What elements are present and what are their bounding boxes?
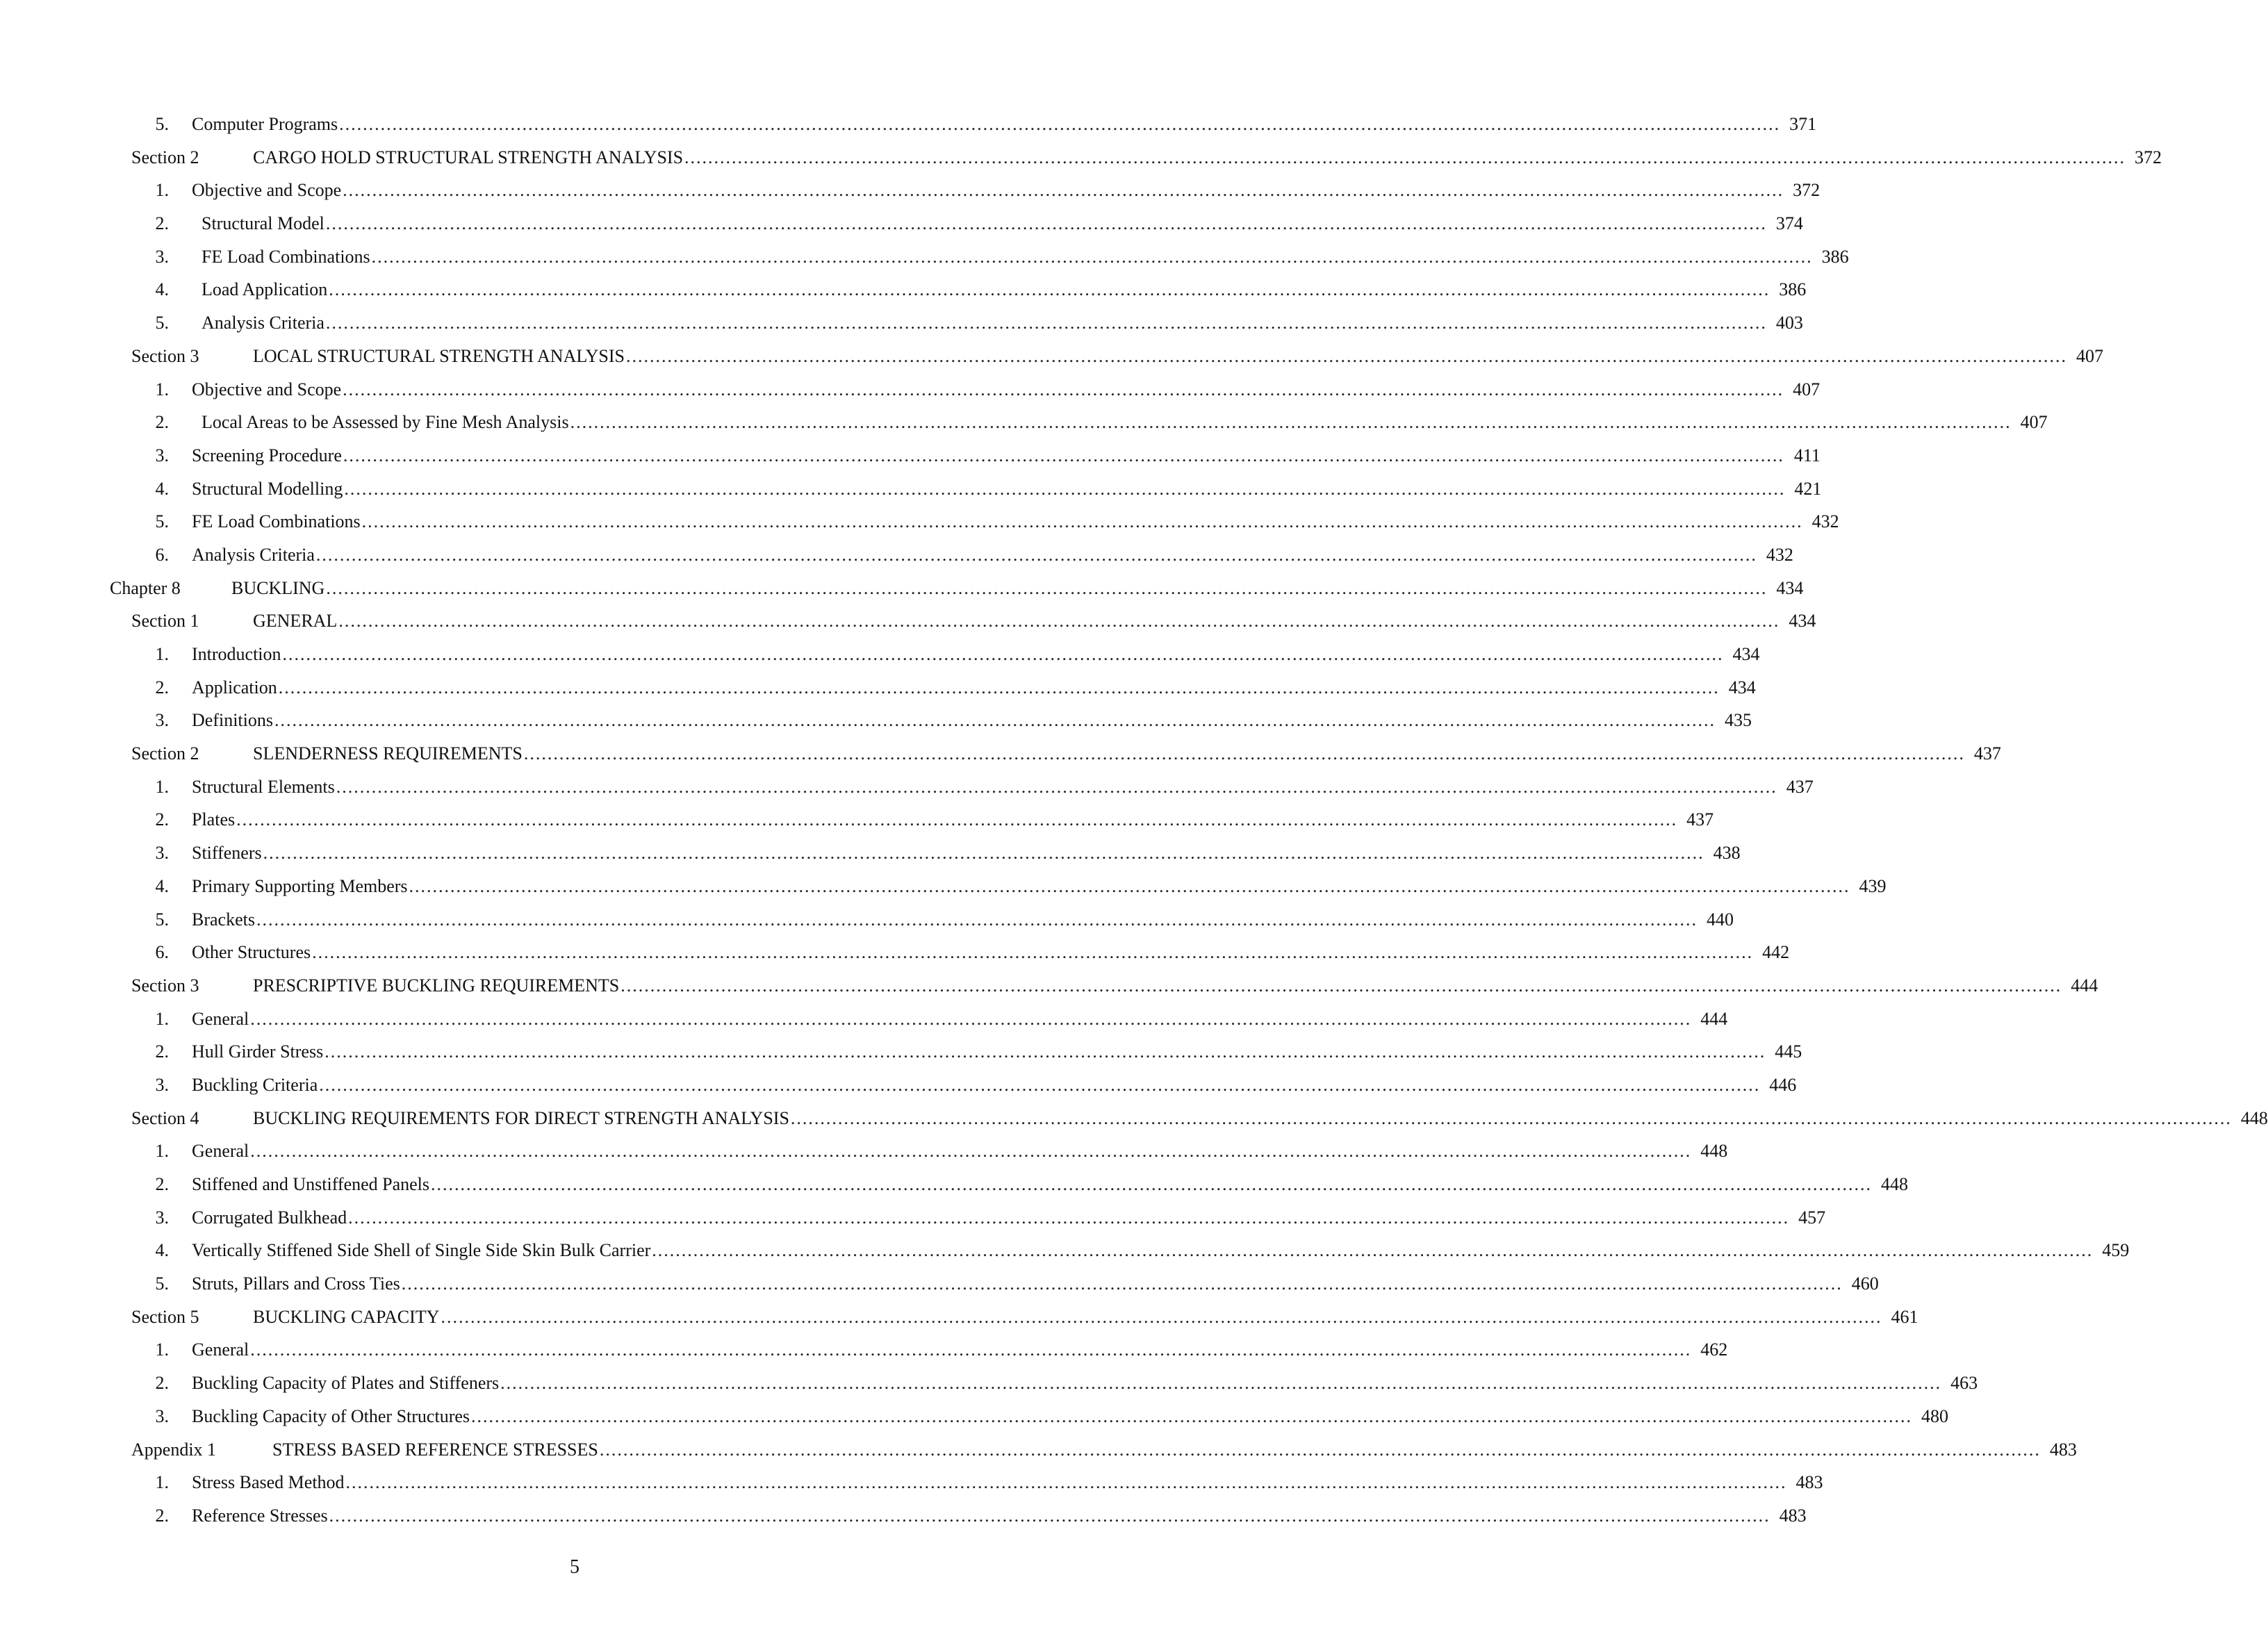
toc-entry-item[interactable] <box>0 1201 1826 1235</box>
toc-entry-title: BUCKLING CAPACITY <box>253 1301 439 1334</box>
dot-leader: .................................................................................................................................................................................................................................................... <box>684 147 2126 167</box>
toc-entry-number: 5. <box>155 909 169 930</box>
toc-entry-page: 463 <box>1950 1373 1978 1394</box>
dot-leader: .................................................................................................................................................................................................................................................... <box>278 677 1720 698</box>
toc-entry-item[interactable] <box>0 1400 1949 1433</box>
toc-entry-number: 4. <box>155 478 169 499</box>
dot-leader: .................................................................................................................................................................................................................................................... <box>361 511 1803 532</box>
toc-entry-appendix[interactable] <box>0 1433 2077 1467</box>
toc-entry-page: 448 <box>2240 1107 2268 1128</box>
toc-entry-section[interactable] <box>0 969 2098 1003</box>
toc-entry-item[interactable] <box>0 870 1887 903</box>
dot-leader: .................................................................................................................................................................................................................................................... <box>790 1107 2232 1128</box>
toc-entry-number: 6. <box>155 942 169 963</box>
dot-leader: .................................................................................................................................................................................................................................................... <box>626 345 2067 366</box>
toc-entry-page: 371 <box>1789 114 1817 134</box>
toc-entry-title: Structural Elements <box>192 770 335 804</box>
toc-entry-title: Analysis Criteria <box>202 306 324 340</box>
toc-entry-item[interactable] <box>0 240 1849 274</box>
toc-entry-item[interactable] <box>0 1499 1807 1533</box>
toc-entry-title: CARGO HOLD STRUCTURAL STRENGTH ANALYSIS <box>253 141 683 174</box>
dot-leader: .................................................................................................................................................................................................................................................... <box>325 313 1767 333</box>
toc-entry-item[interactable] <box>0 538 1793 572</box>
toc-entry-title: GENERAL <box>253 604 337 638</box>
toc-entry-page: 459 <box>2102 1240 2130 1261</box>
toc-entry-title: Load Application <box>202 273 327 306</box>
dot-leader: .................................................................................................................................................................................................................................................... <box>319 1074 1761 1095</box>
toc-entry-page: 372 <box>1793 180 1821 201</box>
toc-entry-title: SLENDERNESS REQUIREMENTS <box>253 737 523 770</box>
dot-leader: .................................................................................................................................................................................................................................................... <box>282 644 1724 664</box>
toc-entry-number: 6. <box>155 544 169 565</box>
toc-entry-title: LOCAL STRUCTURAL STRENGTH ANALYSIS <box>253 340 625 373</box>
toc-entry-page: 457 <box>1798 1207 1826 1228</box>
toc-entry-number: Section 5 <box>131 1306 199 1327</box>
toc-entry-page: 444 <box>1700 1008 1728 1029</box>
toc-entry-item[interactable] <box>0 1135 1728 1168</box>
toc-entry-page: 483 <box>1779 1505 1807 1526</box>
dot-leader: .................................................................................................................................................................................................................................................... <box>312 942 1754 963</box>
toc-entry-page: 437 <box>1686 809 1714 830</box>
toc-entry-page: 407 <box>2076 345 2103 366</box>
toc-entry-number: 4. <box>155 279 169 300</box>
toc-entry-number: 3. <box>155 246 169 267</box>
toc-entry-number: Section 2 <box>131 743 199 764</box>
toc-entry-page: 439 <box>1859 875 1887 896</box>
dot-leader: .................................................................................................................................................................................................................................................... <box>250 1008 1692 1029</box>
dot-leader: .................................................................................................................................................................................................................................................... <box>371 246 1813 267</box>
toc-entry-number: 2. <box>155 1041 169 1062</box>
toc-entry-title: Stiffeners <box>192 836 262 870</box>
toc-entry-number: 5. <box>155 313 169 333</box>
toc-entry-number: 2. <box>155 809 169 830</box>
toc-entry-item[interactable] <box>0 472 1822 506</box>
toc-entry-number: Section 4 <box>131 1107 199 1128</box>
toc-entry-page: 434 <box>1728 677 1756 698</box>
toc-entry-title: FE Load Combinations <box>192 505 361 538</box>
toc-entry-number: 1. <box>155 379 169 399</box>
toc-entry-page: 432 <box>1766 544 1793 565</box>
toc-entry-number: 5. <box>155 1273 169 1294</box>
dot-leader: .................................................................................................................................................................................................................................................... <box>324 1041 1766 1062</box>
toc-entry-number: 2. <box>155 1174 169 1194</box>
toc-entry-number: 2. <box>155 677 169 698</box>
toc-entry-page: 480 <box>1921 1405 1949 1426</box>
toc-entry-title: General <box>192 1333 249 1367</box>
toc-entry-item[interactable] <box>0 1069 1797 1102</box>
toc-entry-page: 445 <box>1775 1041 1802 1062</box>
toc-entry-title: Introduction <box>192 638 281 671</box>
toc-entry-title: Struts, Pillars and Cross Ties <box>192 1267 400 1301</box>
toc-entry-number: 1. <box>155 1008 169 1029</box>
toc-entry-section[interactable] <box>0 141 2162 174</box>
toc-entry-title: Local Areas to be Assessed by Fine Mesh Analysis <box>202 406 569 439</box>
toc-entry-title: Stiffened and Unstiffened Panels <box>192 1168 429 1201</box>
toc-entry-page: 438 <box>1713 843 1741 864</box>
toc-entry-chapter[interactable] <box>0 572 1804 605</box>
dot-leader: .................................................................................................................................................................................................................................................... <box>236 809 1678 830</box>
toc-entry-page: 434 <box>1776 577 1804 598</box>
toc-entry-number: 3. <box>155 710 169 731</box>
dot-leader: .................................................................................................................................................................................................................................................... <box>315 544 1757 565</box>
page-number: 5 <box>570 1556 580 1578</box>
toc-entry-title: Computer Programs <box>192 108 338 141</box>
toc-entry-section[interactable] <box>0 737 2001 770</box>
toc-entry-number: Chapter 8 <box>110 577 181 598</box>
toc-entry-item[interactable] <box>0 671 1756 704</box>
toc-entry-item[interactable] <box>0 1035 1802 1069</box>
toc-entry-page: 407 <box>1793 379 1821 399</box>
dot-leader: .................................................................................................................................................................................................................................................... <box>500 1373 1942 1394</box>
toc-entry-item[interactable] <box>0 1267 1879 1301</box>
dot-leader: .................................................................................................................................................................................................................................................... <box>325 213 1767 234</box>
toc-entry-number: 1. <box>155 180 169 201</box>
dot-leader: .................................................................................................................................................................................................................................................... <box>338 611 1780 632</box>
toc-entry-number: 1. <box>155 776 169 797</box>
dot-leader: .................................................................................................................................................................................................................................................... <box>345 1472 1787 1493</box>
toc-entry-title: Buckling Capacity of Plates and Stiffeners <box>192 1367 499 1400</box>
toc-entry-title: Screening Procedure <box>192 439 342 472</box>
toc-entry-item[interactable] <box>0 174 1821 207</box>
toc-entry-page: 448 <box>1700 1141 1728 1162</box>
dot-leader: .................................................................................................................................................................................................................................................... <box>250 1141 1692 1162</box>
toc-entry-title: Reference Stresses <box>192 1499 328 1533</box>
toc-entry-item[interactable] <box>0 936 1790 969</box>
toc-entry-page: 434 <box>1789 611 1816 632</box>
dot-leader: .................................................................................................................................................................................................................................................... <box>401 1273 1843 1294</box>
toc-entry-item[interactable] <box>0 638 1760 671</box>
toc-entry-title: Structural Model <box>202 207 324 240</box>
dot-leader: .................................................................................................................................................................................................................................................... <box>523 743 1965 764</box>
toc-entry-page: 483 <box>1796 1472 1823 1493</box>
toc-entry-page: 434 <box>1732 644 1760 664</box>
dot-leader: .................................................................................................................................................................................................................................................... <box>431 1174 1873 1194</box>
toc-entry-item[interactable] <box>0 1234 2130 1267</box>
dot-leader: .................................................................................................................................................................................................................................................... <box>343 180 1784 201</box>
dot-leader: .................................................................................................................................................................................................................................................... <box>409 875 1850 896</box>
toc-entry-page: 437 <box>1973 743 2001 764</box>
toc-entry-number: Section 3 <box>131 975 199 996</box>
toc-entry-title: BUCKLING <box>231 572 324 605</box>
toc-entry-page: 386 <box>1779 279 1807 300</box>
toc-entry-title: Structural Modelling <box>192 472 343 506</box>
table-of-contents <box>0 108 2268 1533</box>
toc-entry-title: General <box>192 1135 249 1168</box>
dot-leader: .................................................................................................................................................................................................................................................... <box>344 478 1786 499</box>
toc-entry-item[interactable] <box>0 903 1734 937</box>
toc-entry-number: 3. <box>155 1074 169 1095</box>
toc-entry-item[interactable] <box>0 803 1714 836</box>
toc-entry-page: 372 <box>2135 147 2162 167</box>
toc-entry-page: 442 <box>1762 942 1790 963</box>
toc-entry-page: 448 <box>1881 1174 1909 1194</box>
toc-entry-item[interactable] <box>0 1466 1823 1499</box>
toc-entry-number: 3. <box>155 1405 169 1426</box>
toc-entry-title: Stress Based Method <box>192 1466 345 1499</box>
toc-entry-page: 421 <box>1794 478 1822 499</box>
dot-leader: .................................................................................................................................................................................................................................................... <box>329 1505 1770 1526</box>
toc-entry-item[interactable] <box>0 1168 1909 1201</box>
toc-entry-number: 5. <box>155 511 169 532</box>
toc-entry-title: BUCKLING REQUIREMENTS FOR DIRECT STRENGTH ANALYSIS <box>253 1102 789 1135</box>
toc-entry-item[interactable] <box>0 108 1817 141</box>
toc-entry-number: 3. <box>155 843 169 864</box>
toc-entry-page: 403 <box>1775 313 1803 333</box>
toc-entry-title: Definitions <box>192 704 273 737</box>
dot-leader: .................................................................................................................................................................................................................................................... <box>343 379 1784 399</box>
dot-leader: .................................................................................................................................................................................................................................................... <box>339 114 1781 134</box>
toc-entry-item[interactable] <box>0 373 1821 406</box>
toc-entry-title: Application <box>192 671 277 704</box>
toc-entry-page: 440 <box>1706 909 1734 930</box>
toc-entry-title: Objective and Scope <box>192 174 341 207</box>
toc-entry-title: Other Structures <box>192 936 311 969</box>
toc-entry-page: 462 <box>1700 1339 1728 1360</box>
toc-entry-section[interactable] <box>0 1102 2268 1135</box>
dot-leader: .................................................................................................................................................................................................................................................... <box>263 843 1704 864</box>
dot-leader: .................................................................................................................................................................................................................................................... <box>621 975 2062 996</box>
toc-entry-title: STRESS BASED REFERENCE STRESSES <box>272 1433 598 1467</box>
toc-entry-title: Brackets <box>192 903 255 937</box>
toc-entry-number: 2. <box>155 1505 169 1526</box>
dot-leader: .................................................................................................................................................................................................................................................... <box>441 1306 1882 1327</box>
toc-entry-item[interactable] <box>0 273 1807 306</box>
toc-entry-page: 446 <box>1769 1074 1797 1095</box>
toc-entry-section[interactable] <box>0 1301 1918 1334</box>
toc-entry-number: 2. <box>155 1373 169 1394</box>
toc-entry-number: Section 3 <box>131 345 199 366</box>
toc-entry-title: General <box>192 1003 249 1036</box>
dot-leader: .................................................................................................................................................................................................................................................... <box>256 909 1698 930</box>
toc-entry-item[interactable] <box>0 1333 1728 1367</box>
toc-entry-item[interactable] <box>0 439 1821 472</box>
toc-entry-item[interactable] <box>0 505 1839 538</box>
toc-entry-number: Section 2 <box>131 147 199 167</box>
dot-leader: .................................................................................................................................................................................................................................................... <box>274 710 1716 731</box>
toc-entry-title: Analysis Criteria <box>192 538 315 572</box>
toc-entry-title: Objective and Scope <box>192 373 341 406</box>
toc-entry-number: 2. <box>155 412 169 433</box>
toc-entry-title: Buckling Criteria <box>192 1069 318 1102</box>
dot-leader: .................................................................................................................................................................................................................................................... <box>326 577 1768 598</box>
toc-entry-page: 432 <box>1811 511 1839 532</box>
toc-entry-page: 411 <box>1793 445 1821 465</box>
toc-entry-item[interactable] <box>0 704 1752 737</box>
toc-entry-item[interactable] <box>0 207 1803 240</box>
toc-entry-item[interactable] <box>0 1003 1728 1036</box>
toc-entry-item[interactable] <box>0 836 1741 870</box>
dot-leader: .................................................................................................................................................................................................................................................... <box>599 1439 2041 1460</box>
dot-leader: .................................................................................................................................................................................................................................................... <box>329 279 1770 300</box>
toc-entry-number: 4. <box>155 1240 169 1261</box>
toc-entry-number: 1. <box>155 1472 169 1493</box>
toc-entry-page: 461 <box>1891 1306 1918 1327</box>
toc-entry-page: 460 <box>1851 1273 1879 1294</box>
toc-entry-title: Buckling Capacity of Other Structures <box>192 1400 470 1433</box>
toc-entry-title: Hull Girder Stress <box>192 1035 323 1069</box>
toc-entry-title: Plates <box>192 803 235 836</box>
toc-entry-number: Section 1 <box>131 611 199 632</box>
toc-entry-title: FE Load Combinations <box>202 240 370 274</box>
dot-leader: .................................................................................................................................................................................................................................................... <box>348 1207 1790 1228</box>
toc-entry-page: 435 <box>1725 710 1752 731</box>
toc-entry-page: 374 <box>1775 213 1803 234</box>
toc-entry-number: 3. <box>155 445 169 465</box>
toc-entry-item[interactable] <box>0 306 1803 340</box>
dot-leader: .................................................................................................................................................................................................................................................... <box>250 1339 1692 1360</box>
toc-entry-item[interactable] <box>0 1367 1978 1400</box>
dot-leader: .................................................................................................................................................................................................................................................... <box>652 1240 2094 1261</box>
toc-entry-number: 1. <box>155 644 169 664</box>
toc-entry-page: 483 <box>2049 1439 2077 1460</box>
toc-entry-title: PRESCRIPTIVE BUCKLING REQUIREMENTS <box>253 969 619 1003</box>
toc-entry-title: Corrugated Bulkhead <box>192 1201 347 1235</box>
toc-entry-number: 1. <box>155 1339 169 1360</box>
dot-leader: .................................................................................................................................................................................................................................................... <box>471 1405 1913 1426</box>
dot-leader: .................................................................................................................................................................................................................................................... <box>570 412 2012 433</box>
dot-leader: .................................................................................................................................................................................................................................................... <box>343 445 1784 465</box>
toc-entry-number: 5. <box>155 114 169 134</box>
toc-entry-page: 437 <box>1786 776 1814 797</box>
toc-entry-page: 386 <box>1821 246 1849 267</box>
toc-entry-section[interactable] <box>0 340 2103 373</box>
toc-entry-number: 2. <box>155 213 169 234</box>
toc-entry-section[interactable] <box>0 604 1816 638</box>
toc-entry-page: 407 <box>2020 412 2048 433</box>
toc-entry-item[interactable] <box>0 770 1814 804</box>
toc-entry-page: 444 <box>2071 975 2098 996</box>
toc-entry-number: Appendix 1 <box>131 1439 217 1460</box>
toc-entry-number: 1. <box>155 1141 169 1162</box>
dot-leader: .................................................................................................................................................................................................................................................... <box>336 776 1777 797</box>
toc-entry-title: Vertically Stiffened Side Shell of Single Side Skin Bulk Carrier <box>192 1234 650 1267</box>
toc-entry-item[interactable] <box>0 406 2048 439</box>
toc-entry-number: 3. <box>155 1207 169 1228</box>
toc-entry-number: 4. <box>155 875 169 896</box>
toc-entry-title: Primary Supporting Members <box>192 870 408 903</box>
